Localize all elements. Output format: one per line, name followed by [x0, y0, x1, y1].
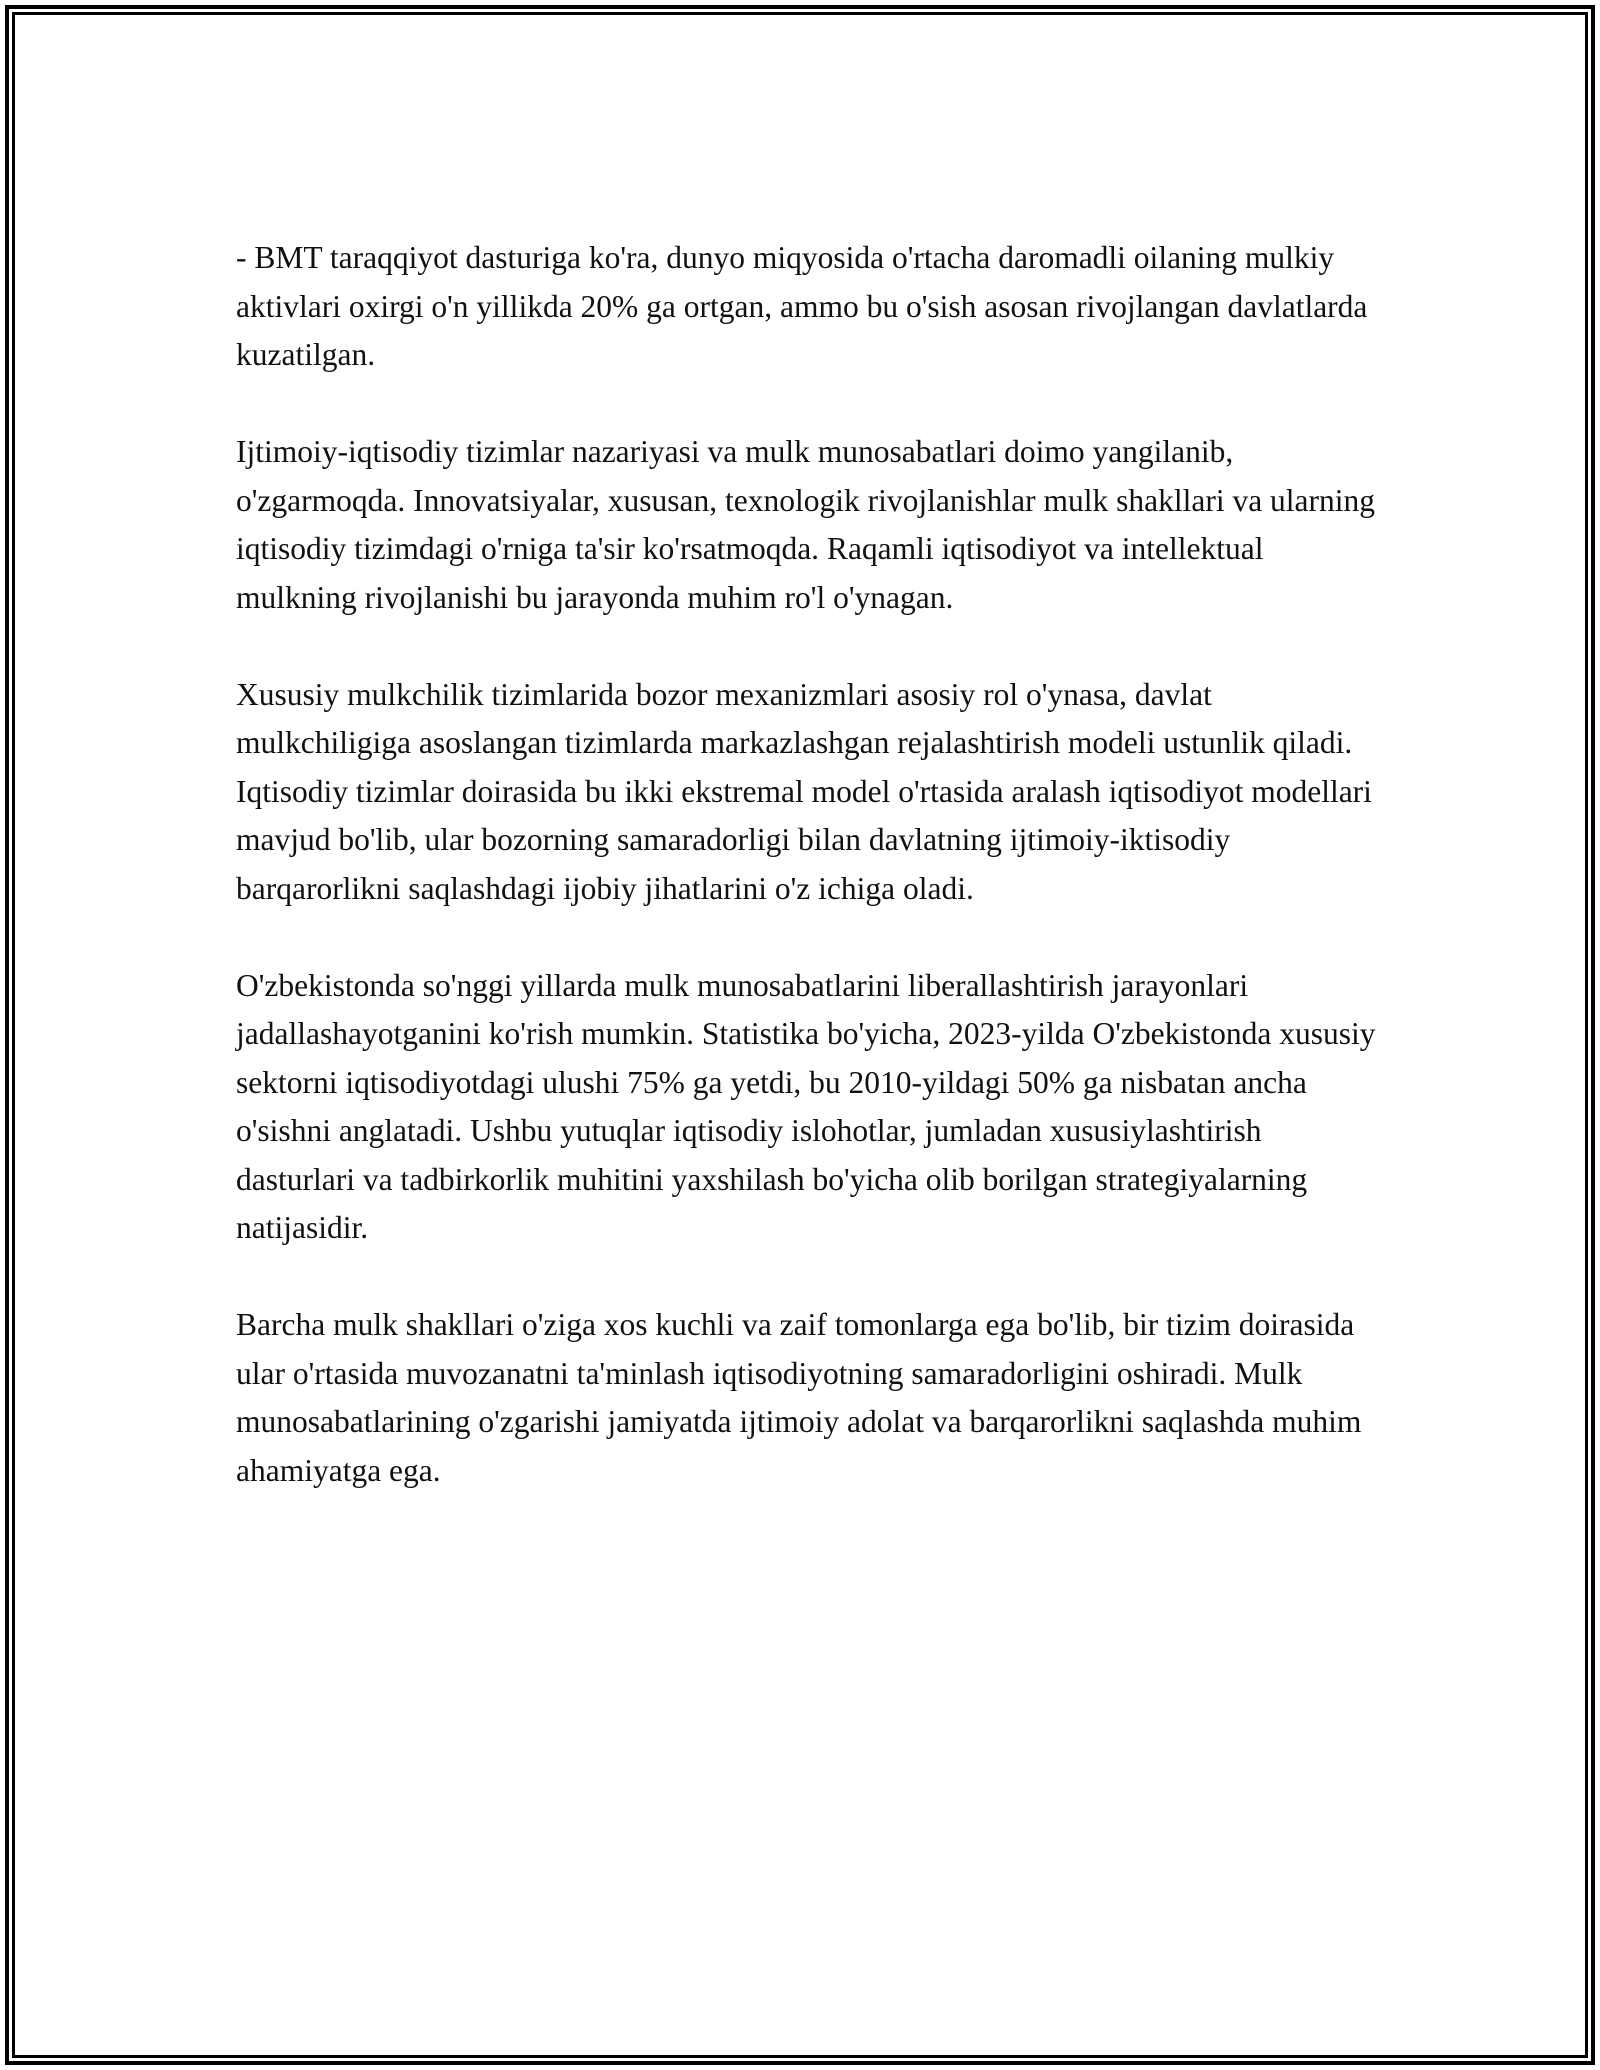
paragraph-uzbekistan-liberalization: O'zbekistonda so'nggi yillarda mulk munosabatlarini liberallashtirish jarayonlari jadallashayotganini ko'rish mumkin. Statistika bo'yicha, 2023-yilda O'zbekistonda xususiy sektorni iqtisodiyotdagi ulushi 75% ga yetdi, bu 2010-yildagi 50% ga nisbatan ancha o'sishni anglatadi. Ushbu yutuqlar iqtisodiy islohotlar, jumladan xususiylashtirish dasturlari va tadbirkorlik muhitini yaxshilash bo'yicha olib borilgan strategiyalarning natijasidir.	[236, 967, 1376, 1245]
paragraph-ownership-models: Xususiy mulkchilik tizimlarida bozor mexanizmlari asosiy rol o'ynasa, davlat mulkchiligiga asoslangan tizimlarda markazlashgan rejalashtirish modeli ustunlik qiladi. Iqtisodiy tizimlar doirasida bu ikki ekstremal model o'rtasida aralash iqtisodiyot modellari mavjud bo'lib, ular bozorning samaradorligi bilan davlatning ijtimoiy-iktisodiy barqarorlikni saqlashdagi ijobiy jihatlarini o'z ichiga oladi.	[236, 676, 1372, 906]
document-body	[236, 234, 1376, 1544]
paragraph-theory-and-innovation: Ijtimoiy-iqtisodiy tizimlar nazariyasi va mulk munosabatlari doimo yangilanib, o'zgarmoqda. Innovatsiyalar, xususan, texnologik rivojlanishlar mulk shakllari va ularning iqtisodiy tizimdagi o'rniga ta'sir ko'rsatmoqda. Raqamli iqtisodiyot va intellektual mulkning rivojlanishi bu jarayonda muhim ro'l o'ynagan.	[236, 434, 1376, 615]
paragraph-conclusion: Barcha mulk shakllari o'ziga xos kuchli va zaif tomonlarga ega bo'lib, bir tizim doirasida ular o'rtasida muvozanatni ta'minlash iqtisodiyotning samaradorligini oshiradi. Mulk munosabatlarining o'zgarishi jamiyatda ijtimoiy adolat va barqarorlikni saqlashda muhim ahamiyatga ega.	[236, 1307, 1362, 1488]
paragraph-bmt-statistic: - BMT taraqqiyot dasturiga ko'ra, dunyo miqyosida o'rtacha daromadli oilaning mulkiy aktivlari oxirgi o'n yillikda 20% ga ortgan, ammo bu o'sish asosan rivojlangan davlatlarda kuzatilgan.	[236, 240, 1368, 372]
